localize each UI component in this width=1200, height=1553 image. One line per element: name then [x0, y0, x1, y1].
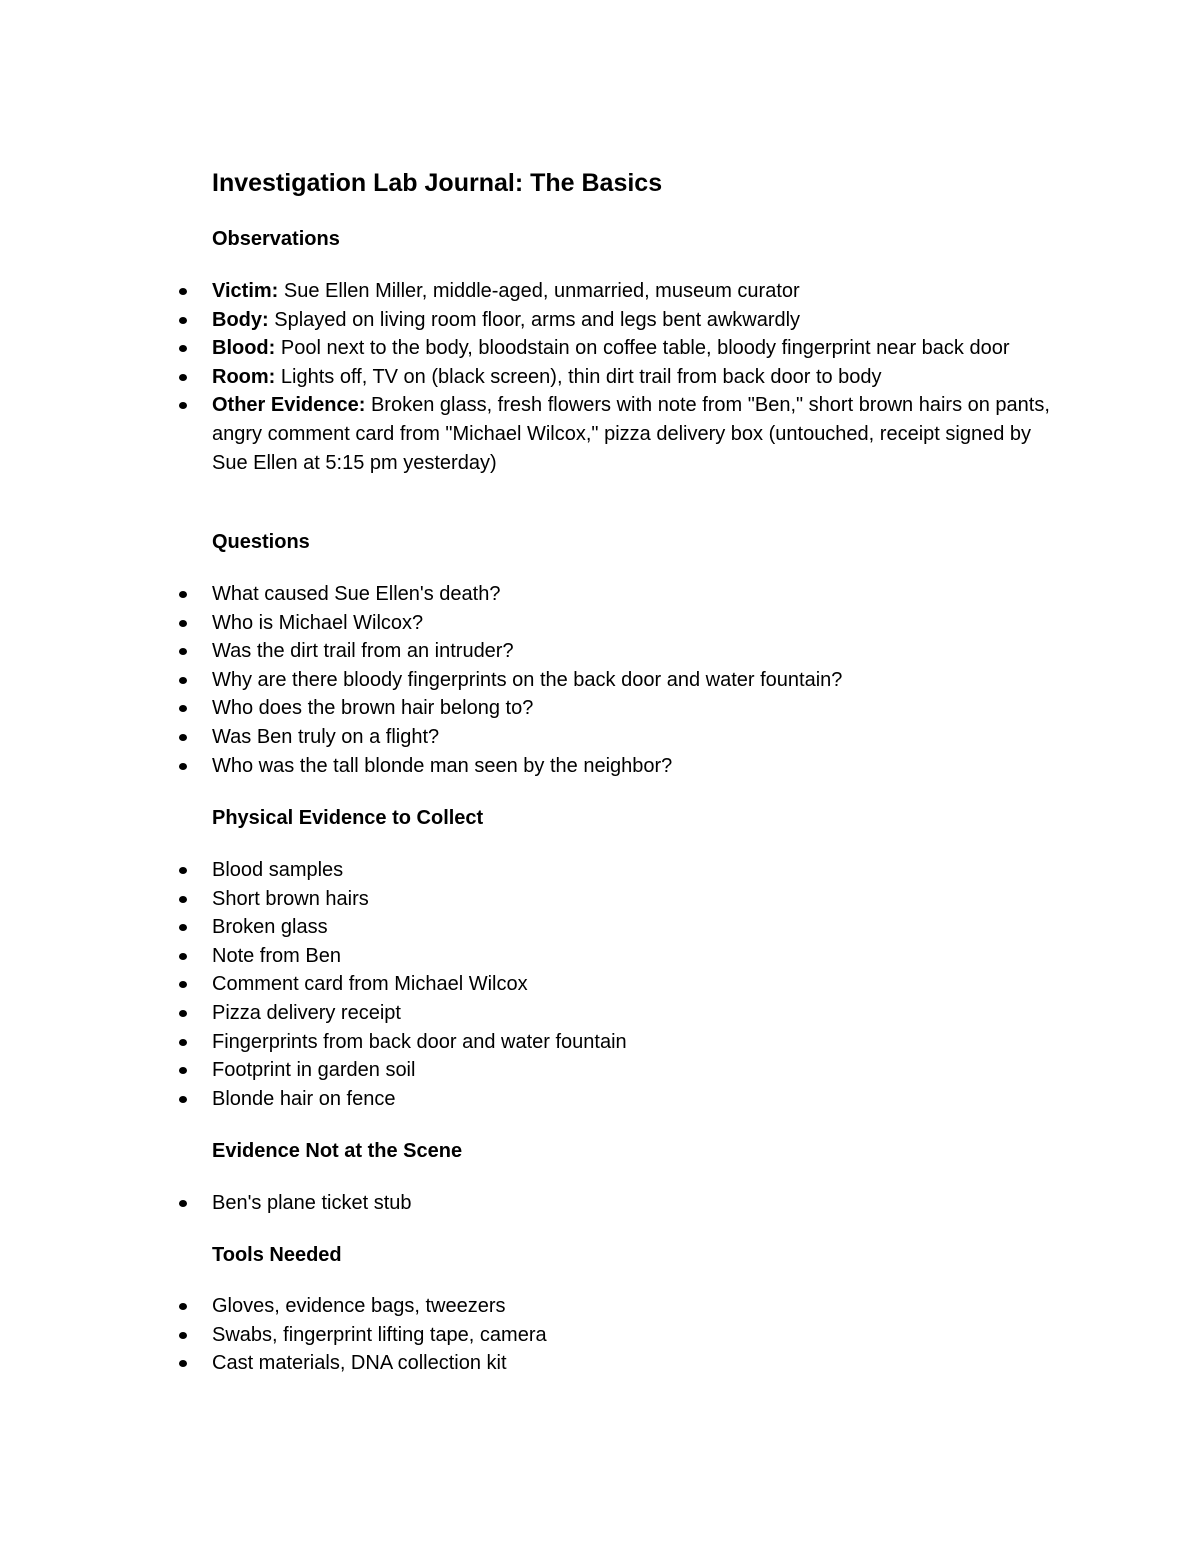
bullet-icon — [179, 1360, 187, 1367]
item-label: Body: — [212, 308, 269, 331]
item-text: Was the dirt trail from an intruder? — [212, 640, 514, 663]
physical-evidence-list — [0, 856, 1062, 1113]
bullet-icon — [179, 317, 187, 324]
list-item — [0, 913, 1062, 942]
bullet-icon — [179, 1010, 187, 1017]
bullet-icon — [179, 1039, 187, 1046]
bullet-icon — [179, 1332, 187, 1339]
bullet-icon — [179, 867, 187, 874]
bullet-icon — [179, 591, 187, 598]
list-item — [0, 609, 1062, 638]
document-title: Investigation Lab Journal: The Basics — [212, 169, 663, 197]
item-text: Ben's plane ticket stub — [212, 1192, 412, 1214]
item-text: Fingerprints from back door and water fountain — [212, 1030, 627, 1053]
list-item — [0, 1189, 1062, 1218]
bullet-icon — [179, 288, 187, 295]
questions-list — [0, 580, 1062, 780]
item-label: Room: — [212, 365, 276, 388]
bullet-icon — [179, 763, 187, 770]
list-item — [0, 277, 1062, 306]
list-item — [0, 306, 1062, 335]
item-label: Victim: — [212, 280, 279, 302]
item-text: Swabs, fingerprint lifting tape, camera — [212, 1323, 547, 1346]
bullet-icon — [179, 1067, 187, 1074]
item-text: Broken glass — [212, 916, 328, 939]
item-text: Note from Ben — [212, 944, 341, 967]
questions-heading: Questions — [212, 531, 310, 553]
item-text: Cast materials, DNA collection kit — [212, 1352, 507, 1375]
list-item — [0, 999, 1062, 1028]
bullet-icon — [179, 1096, 187, 1103]
physical-evidence-heading: Physical Evidence to Collect — [212, 807, 484, 829]
bullet-icon — [179, 981, 187, 988]
item-text: Blood samples — [212, 859, 344, 881]
list-item — [0, 1085, 1062, 1114]
item-label: Blood: — [212, 337, 276, 360]
list-item — [0, 1321, 1062, 1350]
item-text: Who is Michael Wilcox? — [212, 611, 424, 634]
bullet-icon — [179, 896, 187, 903]
list-item — [0, 942, 1062, 971]
observations-list — [0, 277, 1062, 477]
item-text: What caused Sue Ellen's death? — [212, 583, 501, 605]
list-item — [0, 885, 1062, 914]
not-at-scene-heading: Evidence Not at the Scene — [212, 1140, 463, 1162]
item-text: Was Ben truly on a flight? — [212, 725, 440, 748]
observations-heading: Observations — [212, 228, 340, 250]
tools-list — [0, 1292, 1062, 1378]
bullet-icon — [179, 924, 187, 931]
item-text: Comment card from Michael Wilcox — [212, 973, 528, 996]
bullet-icon — [179, 402, 187, 409]
list-item — [0, 723, 1062, 752]
list-item — [0, 666, 1062, 695]
list-item — [0, 1349, 1062, 1378]
list-item — [0, 856, 1062, 885]
list-item — [0, 694, 1062, 723]
item-text: Sue Ellen Miller, middle-aged, unmarried, museum curator — [283, 280, 800, 302]
item-text: Footprint in garden soil — [212, 1059, 416, 1082]
item-text: Short brown hairs — [212, 887, 369, 910]
list-item — [0, 970, 1062, 999]
list-item — [0, 1056, 1062, 1085]
item-text: Why are there bloody fingerprints on the back door and water fountain? — [212, 668, 843, 691]
item-text: Splayed on living room floor, arms and legs bent awkwardly — [274, 308, 801, 331]
list-item — [0, 391, 1062, 477]
item-text: Gloves, evidence bags, tweezers — [212, 1295, 506, 1317]
bullet-icon — [179, 677, 187, 684]
tools-heading: Tools Needed — [212, 1244, 342, 1266]
bullet-icon — [179, 953, 187, 960]
item-text: Pool next to the body, bloodstain on coffee table, bloody fingerprint near back door — [280, 337, 1010, 360]
list-item — [0, 1292, 1062, 1321]
list-item — [0, 334, 1062, 363]
bullet-icon — [179, 734, 187, 741]
list-item — [0, 580, 1062, 609]
item-text: Pizza delivery receipt — [212, 1001, 401, 1024]
bullet-icon — [179, 620, 187, 627]
list-item — [0, 752, 1062, 781]
bullet-icon — [179, 1303, 187, 1310]
bullet-icon — [179, 705, 187, 712]
item-text: Blonde hair on fence — [212, 1087, 396, 1110]
item-text: Broken glass, fresh flowers with note from "Ben," short brown hairs on pants, angry comment card from "Michael Wilcox," pizza delivery box (untouched, receipt signed by Sue Ellen at 5:15 pm yesterday) — [212, 394, 1050, 474]
list-item — [0, 1028, 1062, 1057]
list-item — [0, 637, 1062, 666]
not-at-scene-list — [0, 1189, 1062, 1218]
list-item — [0, 363, 1062, 392]
bullet-icon — [179, 374, 187, 381]
item-text: Lights off, TV on (black screen), thin dirt trail from back door to body — [280, 365, 882, 388]
bullet-icon — [179, 1200, 187, 1207]
item-text: Who was the tall blonde man seen by the neighbor? — [212, 754, 673, 777]
bullet-icon — [179, 648, 187, 655]
item-text: Who does the brown hair belong to? — [212, 697, 534, 720]
item-label: Other Evidence: — [212, 394, 366, 417]
bullet-icon — [179, 345, 187, 352]
